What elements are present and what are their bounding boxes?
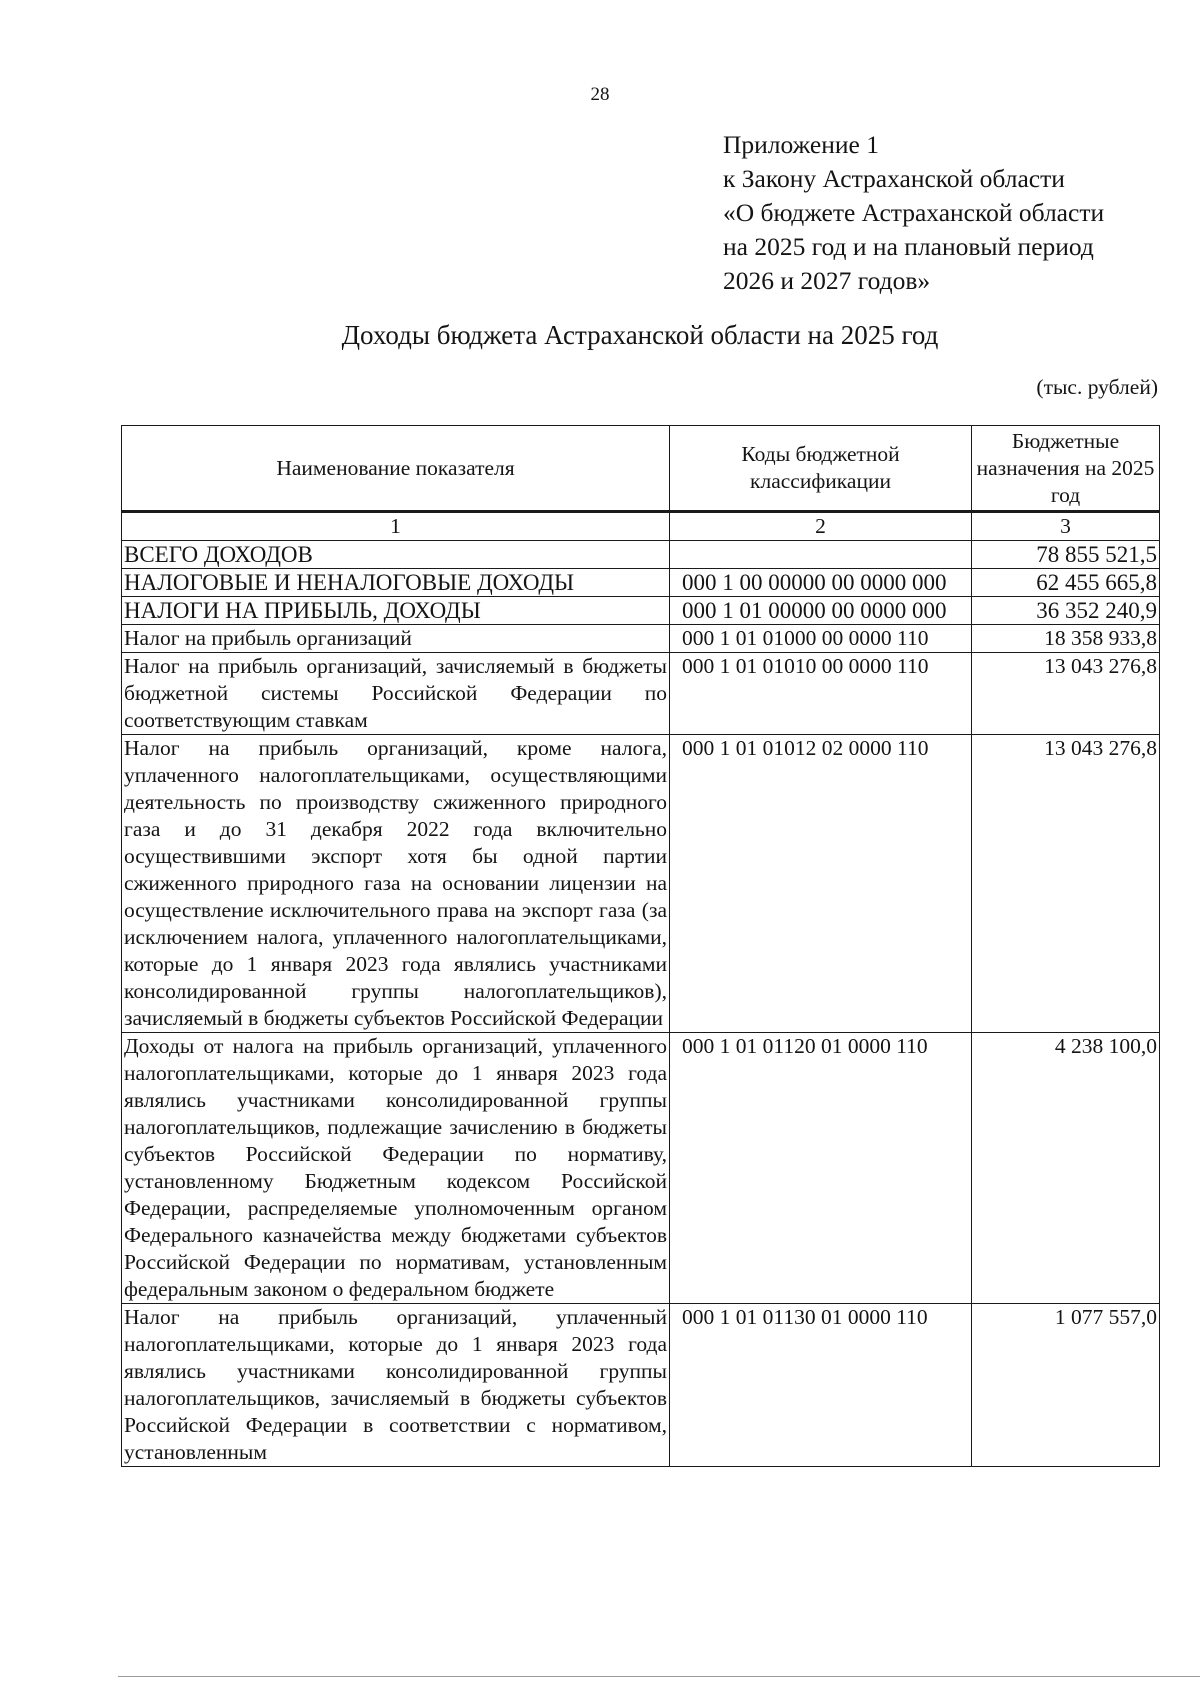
table-row (122, 735, 1160, 1033)
appendix-line: 2026 и 2027 годов» (723, 266, 931, 295)
row-amount: 18 358 933,8 (972, 625, 1160, 653)
header-budget-amount: Бюджетные назначения на 2025 год (972, 426, 1160, 512)
table-row (122, 1033, 1160, 1304)
row-amount: 78 855 521,5 (972, 541, 1160, 569)
table-row (122, 597, 1160, 625)
document-title: Доходы бюджета Астраханской области на 2025 год (341, 320, 939, 350)
table-row (122, 625, 1160, 653)
row-amount: 4 238 100,0 (972, 1033, 1160, 1304)
table-header-row (122, 426, 1160, 512)
row-name: НАЛОГИ НА ПРИБЫЛЬ, ДОХОДЫ (122, 597, 670, 625)
row-name: Доходы от налога на прибыль организаций, уплаченного налогоплательщиками, которые до 1 января 2023 года являлись участниками консолидированной группы налогоплательщиков, подлежащие зачислению в бюджеты субъектов Российской Федерации по нормативу, установленному Бюджетным кодексом Российской Федерации, распределяемые уполномоченным органом Федерального казначейства между бюджетами субъектов Российской Федерации по нормативам, установленным федеральным законом о федеральном бюджете (122, 1033, 670, 1304)
header-classification-code: Коды бюджетной классификации (670, 426, 972, 512)
page-bottom-rule (118, 1676, 1200, 1677)
table-row (122, 1304, 1160, 1467)
row-name: НАЛОГОВЫЕ И НЕНАЛОГОВЫЕ ДОХОДЫ (122, 569, 670, 597)
table-row (122, 653, 1160, 735)
row-name: Налог на прибыль организаций, кроме налога, уплаченного налогоплательщиками, осуществляющими деятельность по производству сжиженного природного газа и до 31 декабря 2022 года включительно осуществившими экспорт хотя бы одной партии сжиженного природного газа на основании лицензии на осуществление исключительного права на экспорт газа (за исключением налога, уплаченного налогоплательщиками, которые до 1 января 2023 года являлись участниками консолидированной группы налогоплательщиков), зачисляемый в бюджеты субъектов Российской Федерации (122, 735, 670, 1033)
revenue-table (121, 425, 1160, 1467)
units-label: (тыс. рублей) (1036, 375, 1158, 399)
column-number: 2 (670, 512, 972, 541)
row-amount: 13 043 276,8 (972, 735, 1160, 1033)
row-code: 000 1 01 00000 00 0000 000 (670, 597, 972, 625)
row-code: 000 1 01 01012 02 0000 110 (670, 735, 972, 1033)
column-number: 3 (972, 512, 1160, 541)
row-name: Налог на прибыль организаций, зачисляемый в бюджеты бюджетной системы Российской Федерации по соответствующим ставкам (122, 653, 670, 735)
row-code: 000 1 01 01010 00 0000 110 (670, 653, 972, 735)
table-row (122, 569, 1160, 597)
appendix-line: к Закону Астраханской области (723, 164, 1065, 193)
row-name: ВСЕГО ДОХОДОВ (122, 541, 670, 569)
appendix-line: на 2025 год и на плановый период (723, 232, 1094, 261)
row-code: 000 1 01 01120 01 0000 110 (670, 1033, 972, 1304)
column-number: 1 (122, 512, 670, 541)
row-code: 000 1 00 00000 00 0000 000 (670, 569, 972, 597)
header-indicator-name: Наименование показателя (122, 426, 670, 512)
row-amount: 13 043 276,8 (972, 653, 1160, 735)
column-number-row (122, 512, 1160, 541)
row-code: 000 1 01 01000 00 0000 110 (670, 625, 972, 653)
row-amount: 1 077 557,0 (972, 1304, 1160, 1467)
appendix-line: Приложение 1 (723, 130, 879, 159)
row-code (670, 541, 972, 569)
row-code: 000 1 01 01130 01 0000 110 (670, 1304, 972, 1467)
row-amount: 36 352 240,9 (972, 597, 1160, 625)
appendix-heading (723, 128, 1104, 298)
row-name: Налог на прибыль организаций (122, 625, 670, 653)
appendix-line: «О бюджете Астраханской области (723, 198, 1105, 227)
row-name: Налог на прибыль организаций, уплаченный налогоплательщиками, которые до 1 января 2023 года являлись участниками консолидированной группы налогоплательщиков, зачисляемый в бюджеты субъектов Российской Федерации в соответствии с нормативом, установленным (122, 1304, 670, 1467)
table-row (122, 541, 1160, 569)
row-amount: 62 455 665,8 (972, 569, 1160, 597)
page-number: 28 (590, 84, 610, 105)
